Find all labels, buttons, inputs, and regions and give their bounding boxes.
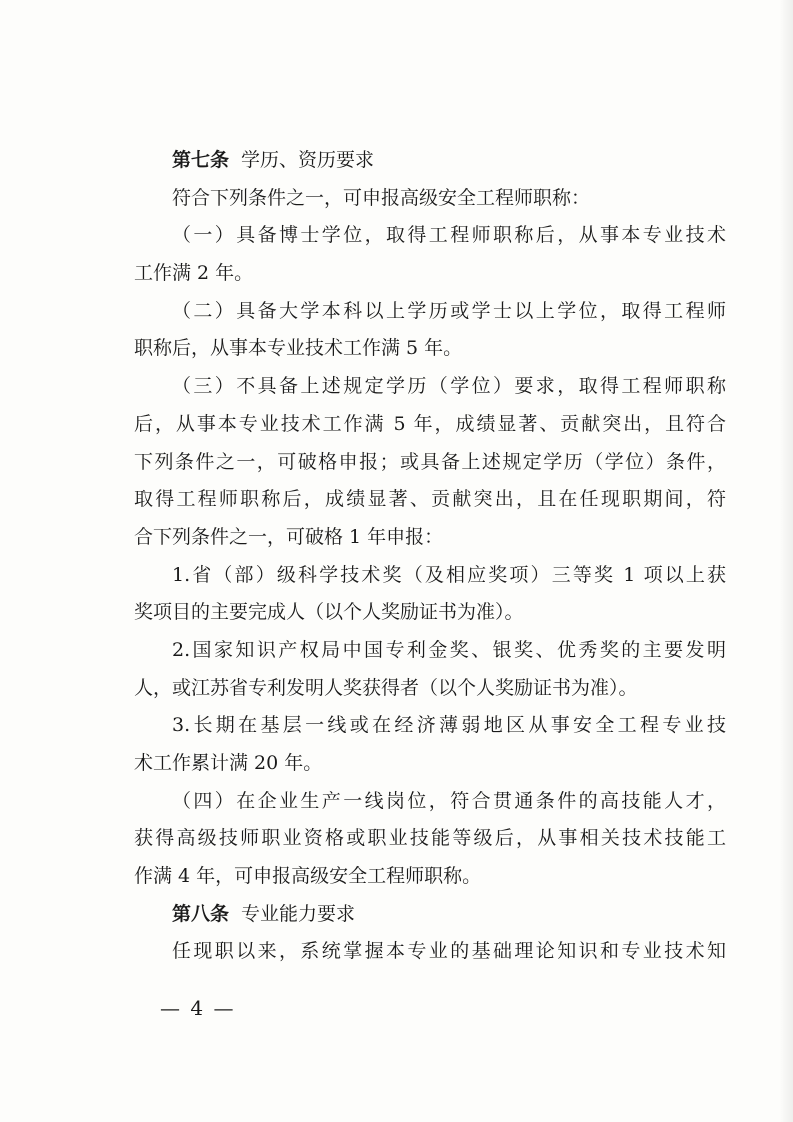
paragraph-line: 作满 4 年，可申报高级安全工程师职称。 [134, 865, 482, 888]
paragraph-line: （二）具备大学本科以上学历或学士以上学位，取得工程师 [172, 299, 726, 322]
paragraph-line: 术工作累计满 20 年。 [134, 752, 323, 774]
article-7-heading [134, 142, 726, 180]
page-number: — 4 — [160, 996, 236, 1020]
paragraph-line: 人，或江苏省专利发明人奖获得者（以个人奖励证书为准）。 [134, 676, 638, 699]
paragraph-line: 获得高级技师职业资格或职业技能等级后，从事相关技术技能工 [134, 827, 726, 850]
page-edge-shadow [779, 0, 793, 1122]
paragraph-line: 取得工程师职称后，成绩显著、贡献突出，且在任现职期间，符 [134, 488, 726, 511]
paragraph-line: 职称后，从事本专业技术工作满 5 年。 [134, 337, 463, 360]
article-7-label: 第七条 [172, 149, 230, 171]
paragraph-line: 符合下列条件之一，可申报高级安全工程师职称： [172, 186, 591, 209]
paragraph-line: 工作满 2 年。 [134, 262, 254, 285]
article-7-title: 学历、资历要求 [241, 149, 375, 171]
paragraph-line: 任现职以来，系统掌握本专业的基础理论知识和专业技术知 [172, 940, 726, 963]
article-8-title: 专业能力要求 [241, 902, 356, 925]
paragraph-line: 1.省（部）级科学技术奖（及相应奖项）三等奖 1 项以上获 [172, 563, 726, 586]
paragraph-line: （四）在企业生产一线岗位，符合贯通条件的高技能人才， [172, 789, 726, 812]
article-8-label: 第八条 [172, 902, 230, 925]
paragraph-line: 奖项目的主要完成人（以个人奖励证书为准）。 [134, 601, 524, 624]
document-body [134, 142, 726, 971]
paragraph-line: 3.长期在基层一线或在经济薄弱地区从事安全工程专业技 [172, 714, 726, 737]
paragraph-line: 2.国家知识产权局中国专利金奖、银奖、优秀奖的主要发明 [172, 638, 726, 661]
paragraph-line: （一）具备博士学位，取得工程师职称后，从事本专业技术 [172, 224, 726, 247]
paragraph-line: 合下列条件之一，可破格 1 年申报： [134, 525, 444, 548]
paragraph-line: （三）不具备上述规定学历（学位）要求，取得工程师职称 [172, 375, 726, 398]
paragraph-line: 下列条件之一，可破格申报；或具备上述规定学历（学位）条件， [134, 450, 726, 473]
paragraph-line: 后，从事本专业技术工作满 5 年，成绩显著、贡献突出，且符合 [134, 412, 726, 435]
article-8-heading [134, 896, 726, 934]
